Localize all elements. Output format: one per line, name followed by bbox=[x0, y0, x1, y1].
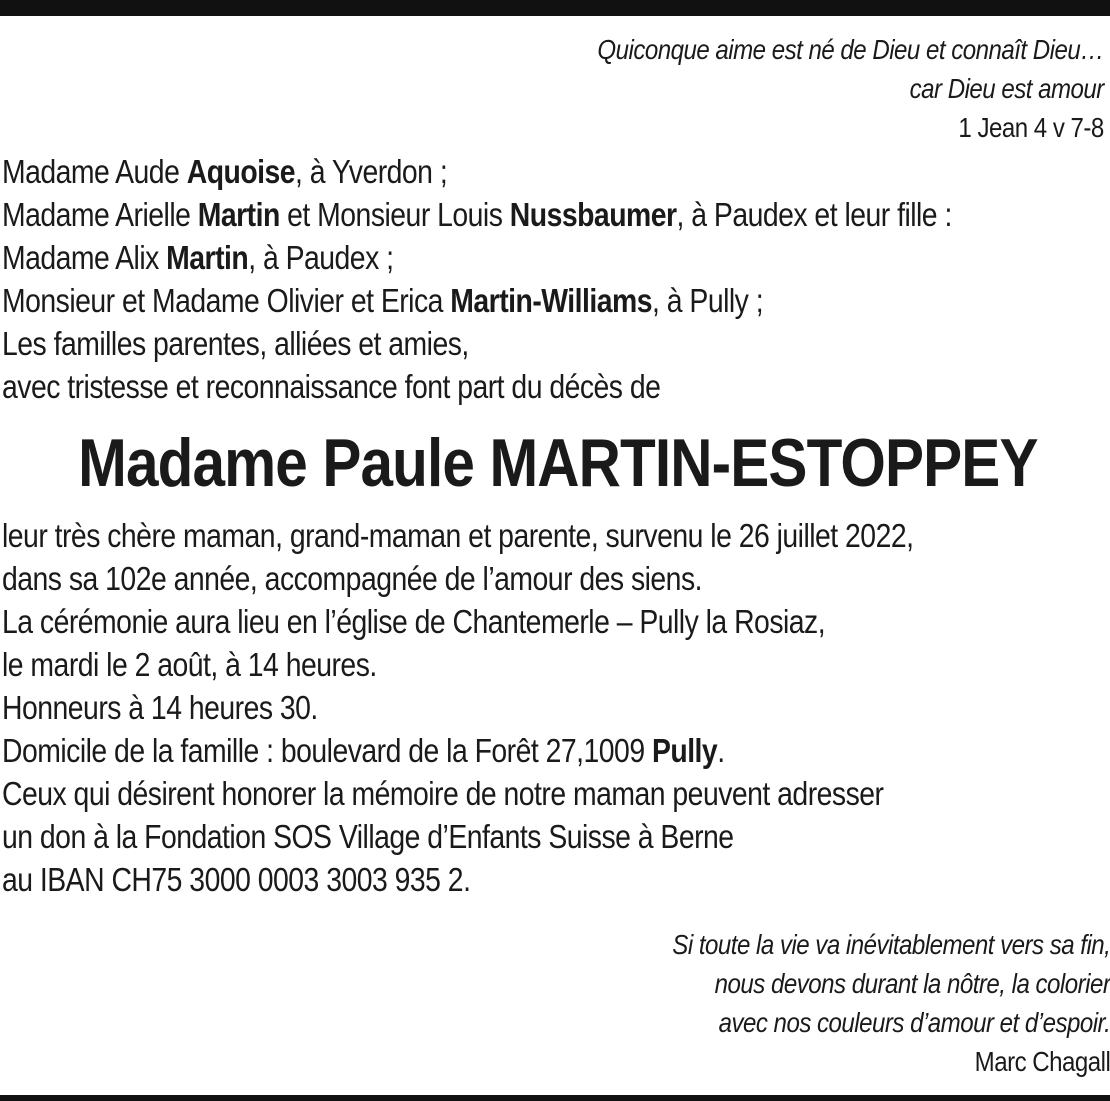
details-line-3: La cérémonie aura lieu en l’église de Chantemerle – Pully la Rosiaz, bbox=[2, 603, 826, 640]
closing-line-1: Si toute la vie va inévitablement vers sa fin, bbox=[671, 929, 1110, 960]
family-line-3-surname: Martin bbox=[166, 239, 249, 276]
family-list bbox=[2, 150, 952, 408]
details-line-6-town: Pully bbox=[651, 732, 718, 769]
deceased-name-heading bbox=[0, 423, 1110, 503]
details-line-5: Honneurs à 14 heures 30. bbox=[2, 689, 318, 726]
family-line-4-text: Monsieur et Madame Olivier et Erica bbox=[2, 282, 451, 319]
family-line-2-place: , à Paudex et leur fille : bbox=[676, 196, 952, 233]
family-line-1-text: Madame Aude bbox=[2, 153, 187, 190]
details-line-6 bbox=[2, 729, 913, 772]
details-line-4: le mardi le 2 août, à 14 heures. bbox=[2, 646, 377, 683]
family-line-2-mid: et Monsieur Louis bbox=[279, 196, 510, 233]
details-line-6-end: . bbox=[717, 732, 725, 769]
family-line-4-place: , à Pully ; bbox=[652, 282, 764, 319]
family-line-6: avec tristesse et reconnaissance font part du décès de bbox=[2, 368, 661, 405]
family-line-5: Les familles parentes, alliées et amies, bbox=[2, 325, 469, 362]
top-border-rule bbox=[0, 0, 1110, 16]
family-line-2-surname-2: Nussbaumer bbox=[509, 196, 677, 233]
epigraph-line-2: car Dieu est amour bbox=[909, 73, 1104, 104]
family-line-2-surname-1: Martin bbox=[197, 196, 280, 233]
family-line-1-place: , à Yverdon ; bbox=[295, 153, 448, 190]
details-line-1: leur très chère maman, grand-maman et parente, survenu le 26 juillet 2022, bbox=[2, 517, 914, 554]
closing-line-3: avec nos couleurs d’amour et d’espoir. bbox=[718, 1007, 1110, 1038]
family-line-2 bbox=[2, 193, 952, 236]
details-line-6-text: Domicile de la famille : boulevard de la Forêt 27,1009 bbox=[2, 732, 652, 769]
deceased-name: Madame Paule MARTIN-ESTOPPEY bbox=[78, 425, 1038, 501]
family-line-3-text: Madame Alix bbox=[2, 239, 167, 276]
announcement-details bbox=[2, 514, 913, 901]
details-line-7: Ceux qui désirent honorer la mémoire de notre maman peuvent adresser bbox=[2, 775, 884, 812]
family-line-2-text: Madame Arielle bbox=[2, 196, 198, 233]
closing-quote bbox=[672, 925, 1110, 1081]
family-line-3-place: , à Paudex ; bbox=[248, 239, 394, 276]
details-line-2: dans sa 102e année, accompagnée de l’amour des siens. bbox=[2, 560, 702, 597]
bottom-border-rule bbox=[0, 1095, 1110, 1101]
epigraph-quote bbox=[598, 30, 1104, 147]
closing-author: Marc Chagall bbox=[974, 1046, 1110, 1077]
epigraph-reference: 1 Jean 4 v 7-8 bbox=[958, 112, 1104, 143]
family-line-4 bbox=[2, 279, 952, 322]
details-line-9: au IBAN CH75 3000 0003 3003 935 2. bbox=[2, 861, 471, 898]
epigraph-line-1: Quiconque aime est né de Dieu et connaît Dieu… bbox=[597, 34, 1104, 65]
family-line-3 bbox=[2, 236, 952, 279]
closing-line-2: nous devons durant la nôtre, la colorier bbox=[714, 968, 1110, 999]
family-line-1 bbox=[2, 150, 952, 193]
family-line-4-surname: Martin-Williams bbox=[450, 282, 653, 319]
family-line-1-surname: Aquoise bbox=[186, 153, 296, 190]
details-line-8: un don à la Fondation SOS Village d’Enfants Suisse à Berne bbox=[2, 818, 734, 855]
